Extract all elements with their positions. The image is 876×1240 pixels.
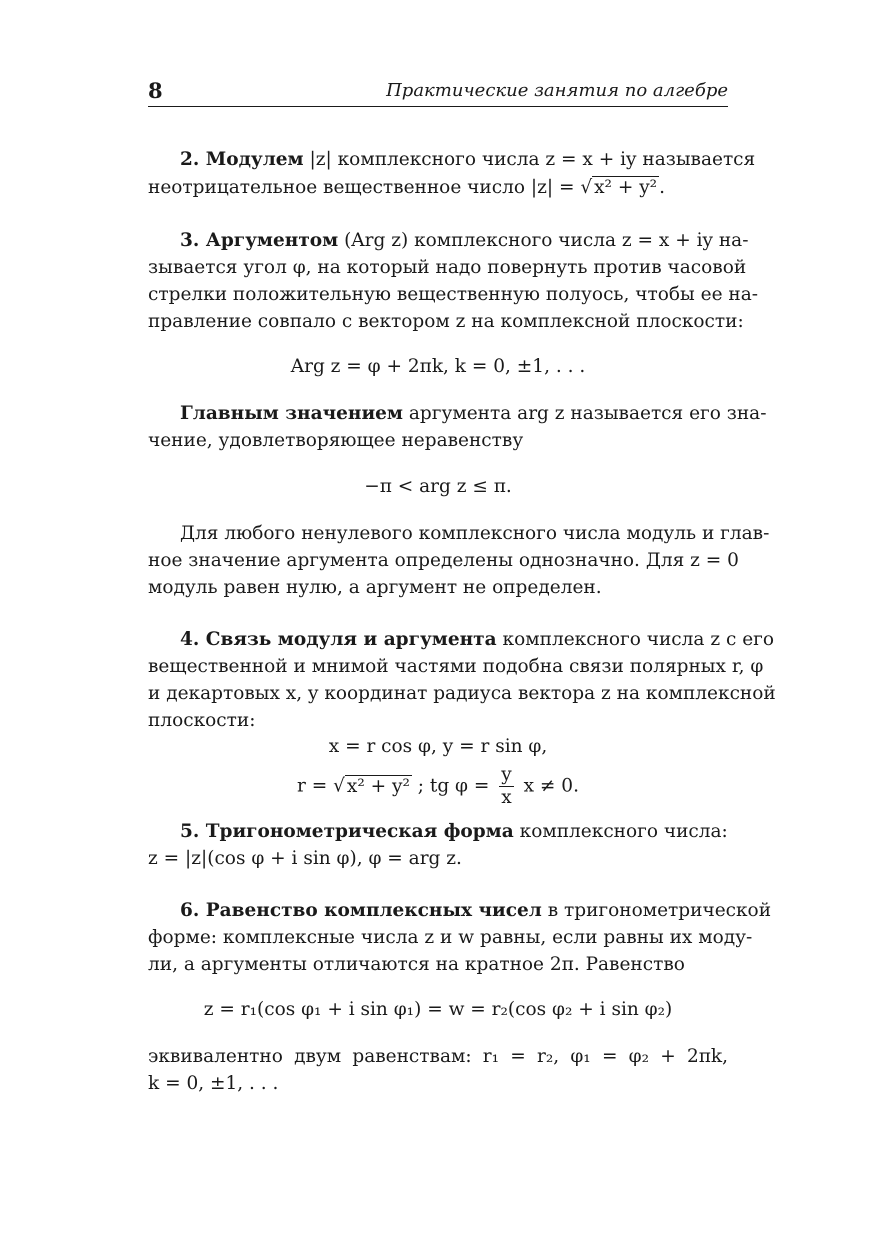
running-title: Практические занятия по алгебре (386, 80, 728, 101)
equation-modulus (148, 764, 728, 809)
paragraph-line (180, 898, 772, 924)
line-text: неотрицательное вещественное число |z| = √ (148, 177, 593, 198)
line-text: . (659, 177, 665, 198)
term-bold: 6. Равенство комплексных чисел (180, 900, 542, 921)
equation-principal: −π < arg z ≤ π. (364, 476, 512, 497)
line-text: в тригонометрической (541, 900, 772, 921)
equation-equality: z = r₁(cos φ₁ + i sin φ₁) = w = r₂(cos φ₂ + i sin φ₂) (203, 999, 673, 1020)
eq-part: ; tg φ = (411, 775, 496, 797)
paragraph-line: модуль равен нулю, а аргумент не определен. (148, 577, 602, 598)
eq-part: r = √ (297, 775, 345, 797)
paragraph-line: стрелки положительную вещественную полуось, чтобы ее на- (148, 284, 759, 305)
term-bold: 3. Аргументом (180, 230, 339, 251)
line-text: комплексного числа z с его (496, 629, 774, 650)
paragraph-line: Для любого ненулевого комплексного числа модуль и глав- (180, 523, 770, 544)
term-bold: 4. Связь модуля и аргумента (180, 629, 497, 650)
paragraph-line: k = 0, ±1, . . . (148, 1073, 279, 1094)
paragraph-line (180, 627, 774, 653)
eq-part: x ≠ 0. (517, 775, 579, 797)
paragraph-line (180, 228, 749, 254)
term-bold: 5. Тригонометрическая форма (180, 821, 514, 842)
paragraph-line: и декартовых x, y координат радиуса вектора z на комплексной (148, 683, 776, 704)
page-header (148, 76, 728, 107)
page-number: 8 (148, 78, 163, 103)
paragraph-line: вещественной и мнимой частями подобна связи полярных r, φ (148, 656, 764, 677)
denominator: x (501, 787, 512, 808)
term-bold: Главным значением (180, 403, 404, 424)
paragraph-line: эквивалентно двум равенствам: r₁ = r₂, φ₁ = φ₂ + 2πk, (148, 1046, 728, 1067)
line-text: |z| комплексного числа z = x + iy называется (303, 149, 756, 170)
numerator: y (501, 764, 512, 785)
paragraph-line (180, 401, 767, 427)
equation-polar: x = r cos φ, y = r sin φ, (328, 736, 548, 757)
paragraph-line: ное значение аргумента определены однозначно. Для z = 0 (148, 550, 739, 571)
paragraph-line: правление совпало с вектором z на комплексной плоскости: (148, 311, 744, 332)
paragraph-line: плоскости: (148, 710, 256, 731)
paragraph-line (180, 147, 756, 173)
term-bold: 2. Модулем (180, 149, 304, 170)
line-text: комплексного числа: (513, 821, 728, 842)
fraction (499, 764, 513, 809)
paragraph-line: ли, а аргументы отличаются на кратное 2π. Равенство (148, 954, 685, 975)
paragraph-line: форме: комплексные числа z и w равны, если равны их моду- (148, 927, 753, 948)
paragraph-line: чение, удовлетворяющее неравенству (148, 430, 524, 451)
paragraph-line: зывается угол φ, на который надо повернуть против часовой (148, 257, 747, 278)
equation-arg: Arg z = φ + 2πk, k = 0, ±1, . . . (290, 356, 586, 377)
line-text: аргумента arg z называется его зна- (403, 403, 767, 424)
radicand: x² + y² (346, 775, 410, 797)
paragraph-line: z = |z|(cos φ + i sin φ), φ = arg z. (148, 848, 462, 869)
paragraph-line (148, 175, 728, 201)
radicand: x² + y² (594, 177, 658, 198)
paragraph-line (180, 819, 728, 845)
line-text: (Arg z) комплексного числа z = x + iy на- (338, 230, 749, 251)
